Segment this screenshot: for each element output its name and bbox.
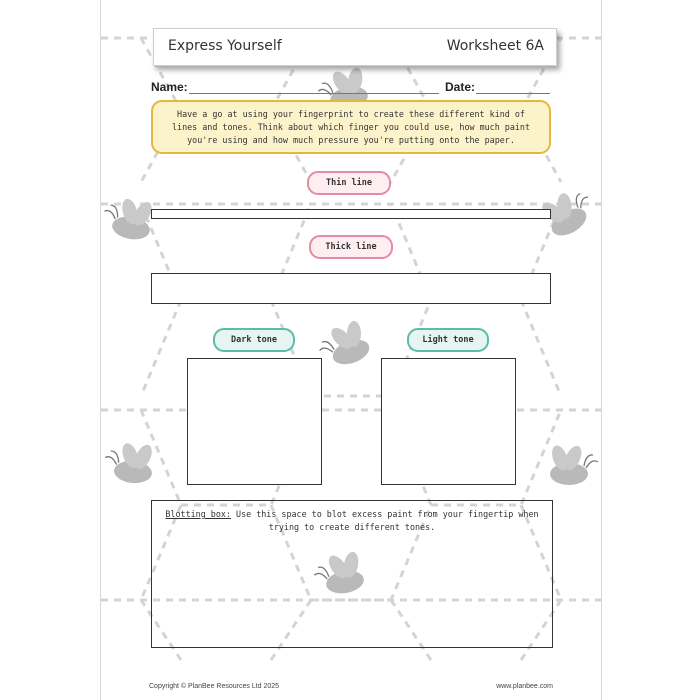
bee-icon <box>101 193 156 243</box>
thick-line-label <box>309 235 393 259</box>
blotting-label: Blotting box: <box>165 509 231 519</box>
instructions-text: Have a go at using your fingerprint to create these different kind of lines and tones. Think about which finger you could use, how much paint you're using and how much pressure you're putting onto the paper. <box>172 109 530 145</box>
website-link[interactable]: www.planbee.com <box>496 683 553 690</box>
blotting-box[interactable] <box>151 500 553 648</box>
thin-line-label <box>307 171 391 195</box>
bee-icon <box>103 439 155 485</box>
dark-tone-text: Dark tone <box>230 335 278 345</box>
instructions-box <box>151 100 551 154</box>
worksheet-number: Worksheet 6A <box>446 38 544 54</box>
light-tone-text: Light tone <box>422 335 474 345</box>
thick-line-text: Thick line <box>325 242 377 252</box>
thick-line-area[interactable] <box>151 273 551 304</box>
name-field[interactable] <box>189 93 439 94</box>
name-label: Name: <box>151 80 188 94</box>
dark-tone-label <box>213 328 295 352</box>
bee-icon <box>313 316 373 372</box>
header-banner <box>153 28 557 66</box>
date-label: Date: <box>445 80 476 94</box>
light-tone-label <box>407 328 489 352</box>
blotting-text: Use this space to blot excess paint from your fingertip when trying to create different tones. <box>230 509 539 532</box>
date-field[interactable] <box>476 93 550 94</box>
worksheet-page <box>100 0 602 700</box>
blotting-instructions <box>162 508 542 534</box>
thin-line-area[interactable] <box>151 209 551 219</box>
thin-line-text: Thin line <box>325 178 373 188</box>
dark-tone-box[interactable] <box>187 358 322 485</box>
light-tone-box[interactable] <box>381 358 516 485</box>
copyright-text: Copyright © PlanBee Resources Ltd 2025 <box>149 683 280 690</box>
worksheet-title: Express Yourself <box>168 38 282 54</box>
bee-icon <box>549 443 598 485</box>
